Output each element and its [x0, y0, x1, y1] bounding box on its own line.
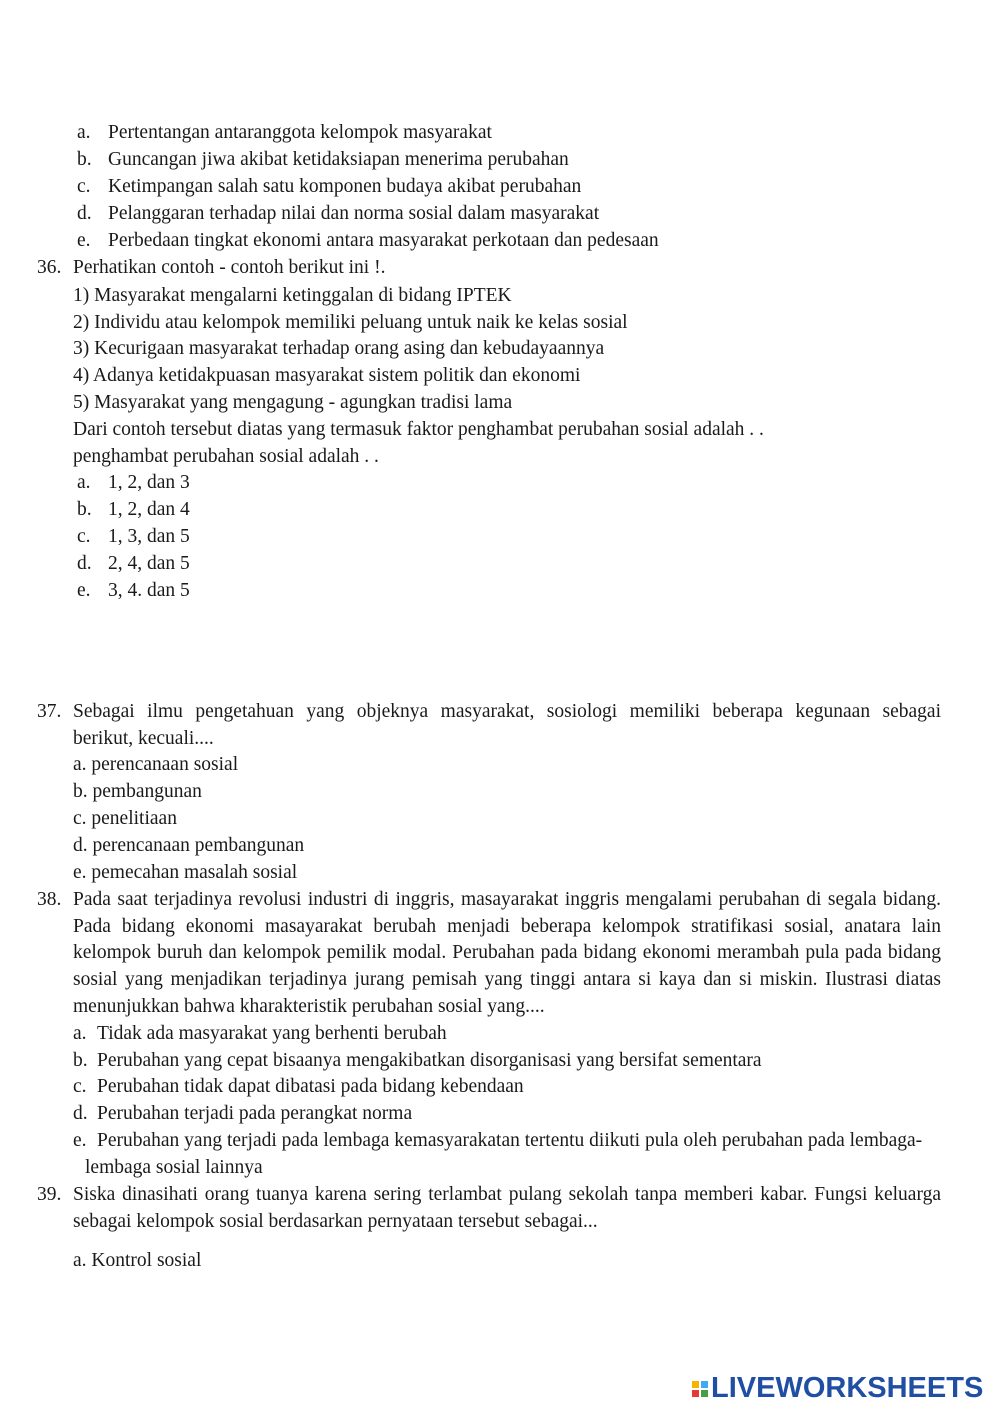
q38-option-a[interactable]: a. Tidak ada masyarakat yang berhenti berubah [73, 1023, 447, 1044]
q38-stem-line2: Pada bidang ekonomi masayarakat berubah menjadi beberapa kelompok stratifikasi sosial, anatara lain [73, 916, 941, 937]
q38-stem-line3: kelompok buruh dan kelompok pemilik modal. Perubahan pada bidang ekonomi merambah pula pada bidang [73, 942, 941, 963]
q38-stem-line5: menunjukkan bahwa kharakteristik perubahan sosial yang.... [73, 996, 545, 1017]
q37-option-a[interactable]: a. perencanaan sosial [73, 754, 239, 775]
q37-option-b[interactable]: b. pembangunan [73, 781, 202, 802]
q37-number: 37. [37, 701, 62, 722]
q37-stem-line2: berikut, kecuali.... [73, 728, 214, 749]
q35-option-b[interactable]: b. Guncangan jiwa akibat ketidaksiapan menerima perubahan [77, 149, 569, 170]
q36-item-2: 2) Individu atau kelompok memiliki peluang untuk naik ke kelas sosial [73, 312, 628, 333]
q39-number: 39. [37, 1184, 62, 1205]
q37-option-d[interactable]: d. perencanaan pembangunan [73, 835, 305, 856]
q38-option-e[interactable]: e. Perubahan yang terjadi pada lembaga kemasyarakatan tertentu diikuti pula oleh perubahan pada lembaga- [73, 1130, 923, 1151]
q36-stem: 36. Perhatikan contoh - contoh berikut ini !. [37, 254, 385, 281]
q38-stem-line4: sosial yang menjadikan terjadinya jurang pemisah yang tinggi antara si kaya dan si miskin. Ilustrasi diatas [73, 969, 941, 990]
logo-square-green [701, 1390, 708, 1397]
q36-number: 36. [37, 257, 62, 278]
q38-option-b[interactable]: b. Perubahan yang cepat bisaanya mengakibatkan disorganisasi yang bersifat sementara [73, 1050, 762, 1071]
q38-stem-line1: 38. Pada saat terjadinya revolusi industri di inggris, masayarakat inggris mengalami perubahan di segala bidang. [37, 886, 941, 913]
q39-stem-line2: sebagai kelompok sosial berdasarkan pernyataan tersebut sebagai... [73, 1211, 598, 1232]
q36-option-e[interactable]: e. 3, 4. dan 5 [77, 580, 190, 601]
liveworksheets-logo[interactable] [692, 1372, 983, 1405]
liveworksheets-grid-icon [692, 1381, 708, 1397]
q36-question-line1: Dari contoh tersebut diatas yang termasuk faktor penghambat perubahan sosial adalah . . [73, 419, 764, 440]
q37-option-e[interactable]: e. pemecahan masalah sosial [73, 862, 298, 883]
q39-stem-line1: 39. Siska dinasihati orang tuanya karena sering terlambat pulang sekolah tanpa memberi kabar. Fungsi keluarga [37, 1181, 941, 1208]
logo-square-yellow [692, 1381, 699, 1388]
q35-option-e[interactable]: e. Perbedaan tingkat ekonomi antara masyarakat perkotaan dan pedesaan [77, 230, 659, 251]
q38-option-c[interactable]: c. Perubahan tidak dapat dibatasi pada bidang kebendaan [73, 1076, 524, 1097]
q36-item-1: 1) Masyarakat mengalarni ketinggalan di bidang IPTEK [73, 285, 512, 306]
q36-item-5: 5) Masyarakat yang mengagung - agungkan tradisi lama [73, 392, 513, 413]
q35-option-a[interactable]: a. Pertentangan antaranggota kelompok masyarakat [77, 122, 492, 143]
q36-question-line2: penghambat perubahan sosial adalah . . [73, 446, 379, 467]
q36-option-d[interactable]: d. 2, 4, dan 5 [77, 553, 190, 574]
q35-option-c[interactable]: c. Ketimpangan salah satu komponen budaya akibat perubahan [77, 176, 582, 197]
q38-option-d[interactable]: d. Perubahan terjadi pada perangkat norma [73, 1103, 413, 1124]
q37-option-c[interactable]: c. penelitiaan [73, 808, 177, 829]
q36-option-a[interactable]: a. 1, 2, dan 3 [77, 472, 190, 493]
q36-item-4: 4) Adanya ketidakpuasan masyarakat sistem politik dan ekonomi [73, 365, 581, 386]
q39-option-a[interactable]: a. Kontrol sosial [73, 1250, 202, 1271]
q38-number: 38. [37, 889, 62, 910]
q38-option-e-continued: lembaga sosial lainnya [85, 1157, 263, 1178]
liveworksheets-wordmark: LIVEWORKSHEETS [711, 1372, 984, 1404]
q36-item-3: 3) Kecurigaan masyarakat terhadap orang asing dan kebudayaannya [73, 338, 605, 359]
q36-option-b[interactable]: b. 1, 2, dan 4 [77, 499, 190, 520]
q36-option-c[interactable]: c. 1, 3, dan 5 [77, 526, 190, 547]
logo-square-blue [701, 1381, 708, 1388]
logo-square-red [692, 1390, 699, 1397]
q35-option-d[interactable]: d. Pelanggaran terhadap nilai dan norma sosial dalam masyarakat [77, 203, 600, 224]
q37-stem-line1: 37. Sebagai ilmu pengetahuan yang objeknya masyarakat, sosiologi memiliki beberapa kegunaan sebagai [37, 698, 941, 725]
